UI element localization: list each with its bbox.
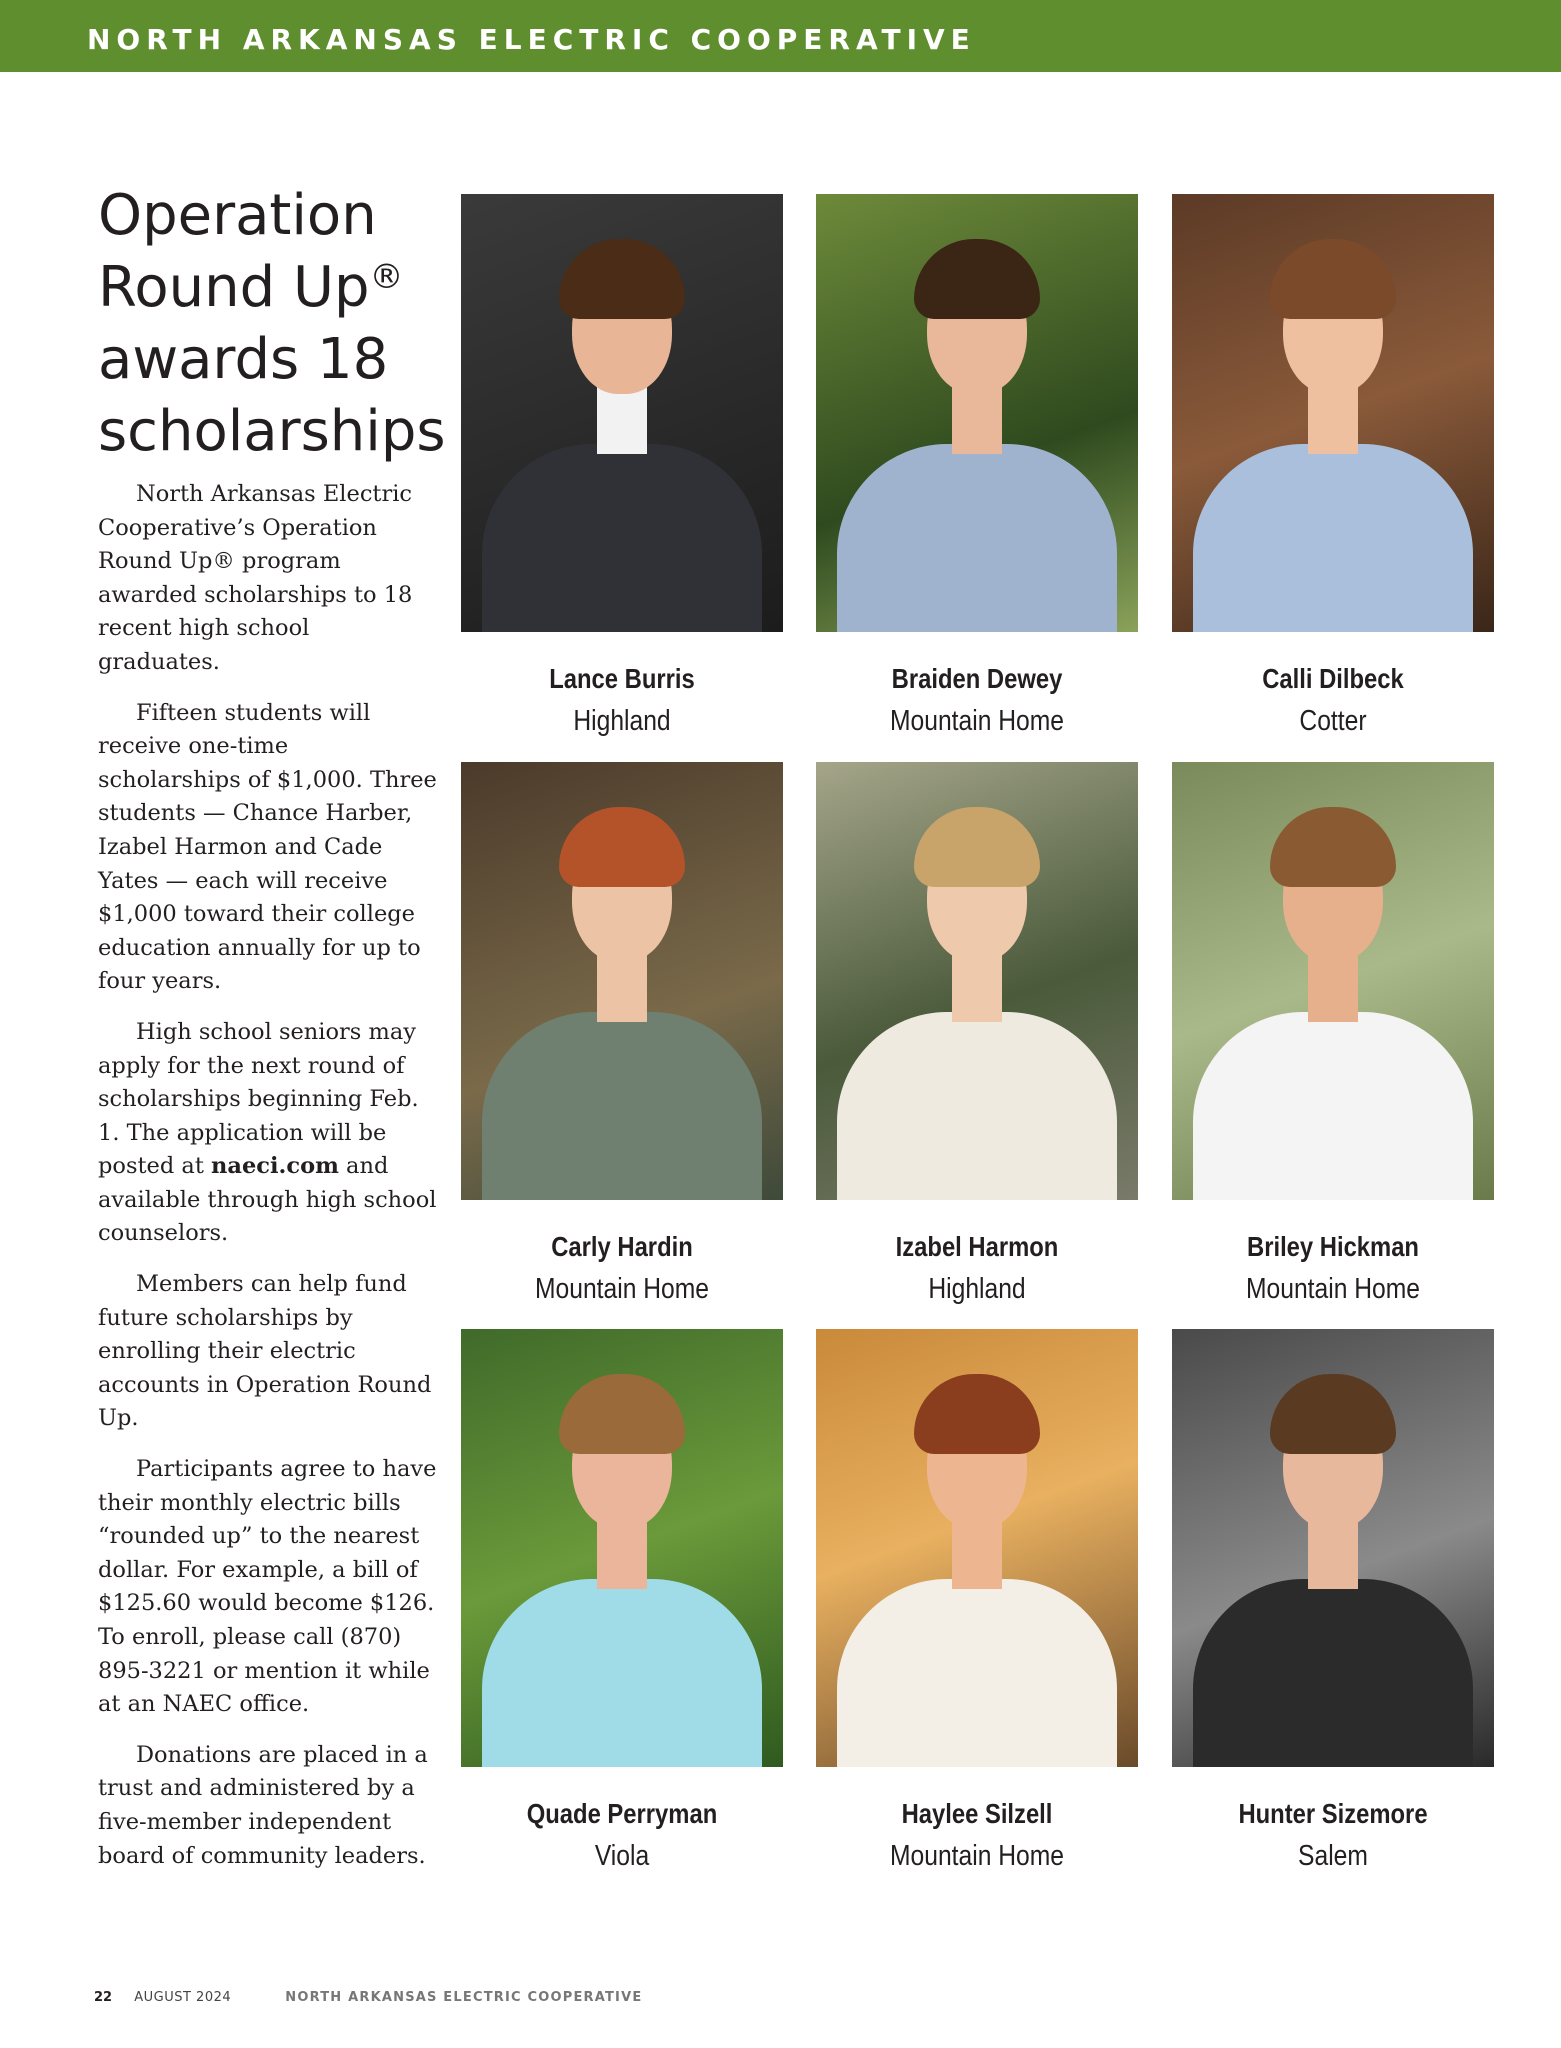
scholar-town: Highland — [573, 705, 671, 737]
scholar-caption — [816, 1226, 1138, 1310]
scholar-photo — [1172, 194, 1494, 632]
header-band — [0, 0, 1561, 72]
publication-name: NORTH ARKANSAS ELECTRIC COOPERATIVE — [285, 1990, 643, 2005]
scholar-caption — [1172, 1226, 1494, 1310]
scholar-name: Haylee Silzell — [901, 1798, 1053, 1829]
scholar-name: Quade Perryman — [526, 1798, 718, 1829]
page-number: 22 — [94, 1990, 113, 2005]
scholar-photo — [1172, 1329, 1494, 1767]
apply-text: and available through high school counselors. — [98, 1153, 437, 1247]
title-line: Operation — [98, 183, 377, 248]
scholar-card — [816, 1329, 1138, 1877]
scholar-card — [1172, 762, 1494, 1310]
scholar-caption — [461, 1226, 783, 1310]
paragraph: Fifteen students will receive one-time scholarships of $1,000. Three students — Chance Harber, Izabel Harmon and Cade Yates — each will receive $1,000 toward their college education annually for up to four years. — [98, 699, 437, 995]
scholar-town: Highland — [928, 1273, 1026, 1305]
scholar-caption — [1172, 1793, 1494, 1877]
issue-date: AUGUST 2024 — [134, 1990, 232, 2005]
scholar-town: Cotter — [1299, 705, 1367, 737]
scholar-caption — [461, 658, 783, 742]
scholar-town: Salem — [1298, 1840, 1368, 1872]
scholar-card — [1172, 1329, 1494, 1877]
scholar-photo — [816, 194, 1138, 632]
scholar-card — [816, 194, 1138, 742]
article-body — [98, 478, 438, 1890]
cooperative-name-header: NORTH ARKANSAS ELECTRIC COOPERATIVE — [87, 23, 976, 56]
scholar-name: Braiden Dewey — [891, 663, 1063, 694]
article-title — [98, 180, 446, 468]
scholar-card — [461, 194, 783, 742]
scholar-caption — [461, 1793, 783, 1877]
scholar-name: Hunter Sizemore — [1238, 1798, 1428, 1829]
scholar-caption — [816, 658, 1138, 742]
scholar-name: Calli Dilbeck — [1262, 663, 1404, 694]
title-line: Round Up — [98, 255, 370, 320]
scholar-photo — [1172, 762, 1494, 1200]
apply-text: High school seniors may apply for the next round of scholarships beginning Feb. 1. The application will be posted at — [98, 1018, 419, 1180]
scholar-card — [816, 762, 1138, 1310]
scholar-photo — [816, 1329, 1138, 1767]
scholar-photo — [461, 1329, 783, 1767]
page-footer — [94, 1990, 642, 2005]
paragraph: Donations are placed in a trust and administered by a five-member independent board of community leaders. — [98, 1741, 428, 1869]
paragraph-apply — [98, 1016, 438, 1251]
scholar-town: Mountain Home — [889, 1840, 1065, 1872]
scholar-photo — [461, 762, 783, 1200]
scholar-name: Briley Hickman — [1247, 1231, 1419, 1262]
scholar-card — [1172, 194, 1494, 742]
scholar-town: Mountain Home — [889, 705, 1065, 737]
title-line: scholarships — [98, 399, 446, 464]
scholar-caption — [816, 1793, 1138, 1877]
paragraph: Participants agree to have their monthly electric bills “rounded up” to the nearest dollar. For example, a bill of $125.60 would become $126. To enroll, please call (870) 895-3221 or mention it while at an NAEC office. — [98, 1456, 437, 1718]
scholar-caption — [1172, 658, 1494, 742]
scholar-town: Mountain Home — [1245, 1273, 1421, 1305]
title-line: awards 18 — [98, 327, 389, 392]
scholar-photo — [461, 194, 783, 632]
registered-mark: ® — [369, 257, 404, 297]
scholar-town: Mountain Home — [534, 1273, 710, 1305]
scholar-name: Lance Burris — [549, 663, 695, 694]
scholar-card — [461, 762, 783, 1310]
website-link[interactable]: naeci.com — [211, 1153, 339, 1180]
scholar-photo — [816, 762, 1138, 1200]
scholar-town: Viola — [594, 1840, 650, 1872]
scholar-name: Carly Hardin — [551, 1231, 693, 1262]
scholar-name: Izabel Harmon — [895, 1231, 1059, 1262]
scholar-card — [461, 1329, 783, 1877]
paragraph: Members can help fund future scholarships by enrolling their electric accounts in Operation Round Up. — [98, 1271, 432, 1432]
paragraph: North Arkansas Electric Cooperative’s Operation Round Up® program awarded scholarships to 18 recent high school graduates. — [98, 481, 413, 675]
